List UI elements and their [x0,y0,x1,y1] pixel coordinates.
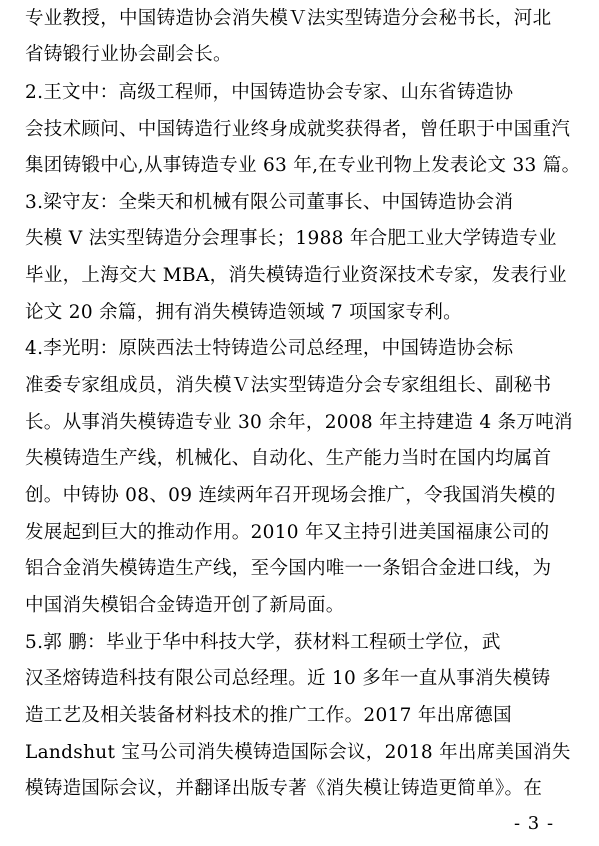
text-line: 创。中铸协 08、09 连续两年召开现场会推广，令我国消失模的 [25,485,556,506]
text-line: 论文 20 余篇，拥有消失模铸造领域 7 项国家专利。 [25,302,462,323]
text-line: 长。从事消失模铸造专业 30 余年，2008 年主持建造 4 条万吨消 [25,412,573,433]
text-line: 3.梁守友：全柴天和机械有限公司董事长、中国铸造协会消 [25,192,514,213]
text-line: 造工艺及相关装备材料技术的推广工作。2017 年出席德国 [25,705,512,726]
text-line: 毕业，上海交大 MBA，消失模铸造行业资深技术专家，发表行业 [25,265,567,286]
text-line: 5.郭 鹏：毕业于华中科技大学，获材料工程硕士学位，武 [25,632,501,653]
text-line: 准委专家组成员，消失模Ｖ法实型铸造分会专家组组长、副秘书 [25,375,552,396]
text-line: 会技术顾问、中国铸造行业终身成就奖获得者，曾任职于中国重汽 [25,119,571,140]
text-line: 失模铸造生产线，机械化、自动化、生产能力当时在国内均属首 [25,448,552,469]
text-line: 失模 V 法实型铸造分会理事长；1988 年合肥工业大学铸造专业 [25,228,557,249]
text-line: Landshut 宝马公司消失模铸造国际会议，2018 年出席美国消失 [25,742,571,763]
text-line: 集团铸锻中心,从事铸造专业 63 年,在专业刊物上发表论文 33 篇。 [25,155,581,176]
text-line: 专业教授，中国铸造协会消失模Ｖ法实型铸造分会秘书长，河北 [25,8,552,29]
text-line: 发展起到巨大的推动作用。2010 年又主持引进美国福康公司的 [25,522,550,543]
text-line: 模铸造国际会议，并翻译出版专著《消失模让铸造更简单》。在 [25,778,543,799]
text-line: 4.李光明：原陕西法士特铸造公司总经理，中国铸造协会标 [25,338,514,359]
text-line: 中国消失模铝合金铸造开创了新局面。 [25,595,345,616]
page-number: - 3 - [514,813,555,834]
text-line: 省铸锻行业协会副会长。 [25,44,232,65]
text-line: 铝合金消失模铸造生产线，至今国内唯一一条铝合金进口线，为 [25,558,552,579]
text-line: 2.王文中：高级工程师，中国铸造协会专家、山东省铸造协 [25,82,514,103]
text-line: 汉圣熔铸造科技有限公司总经理。近 10 多年一直从事消失模铸 [25,668,551,689]
